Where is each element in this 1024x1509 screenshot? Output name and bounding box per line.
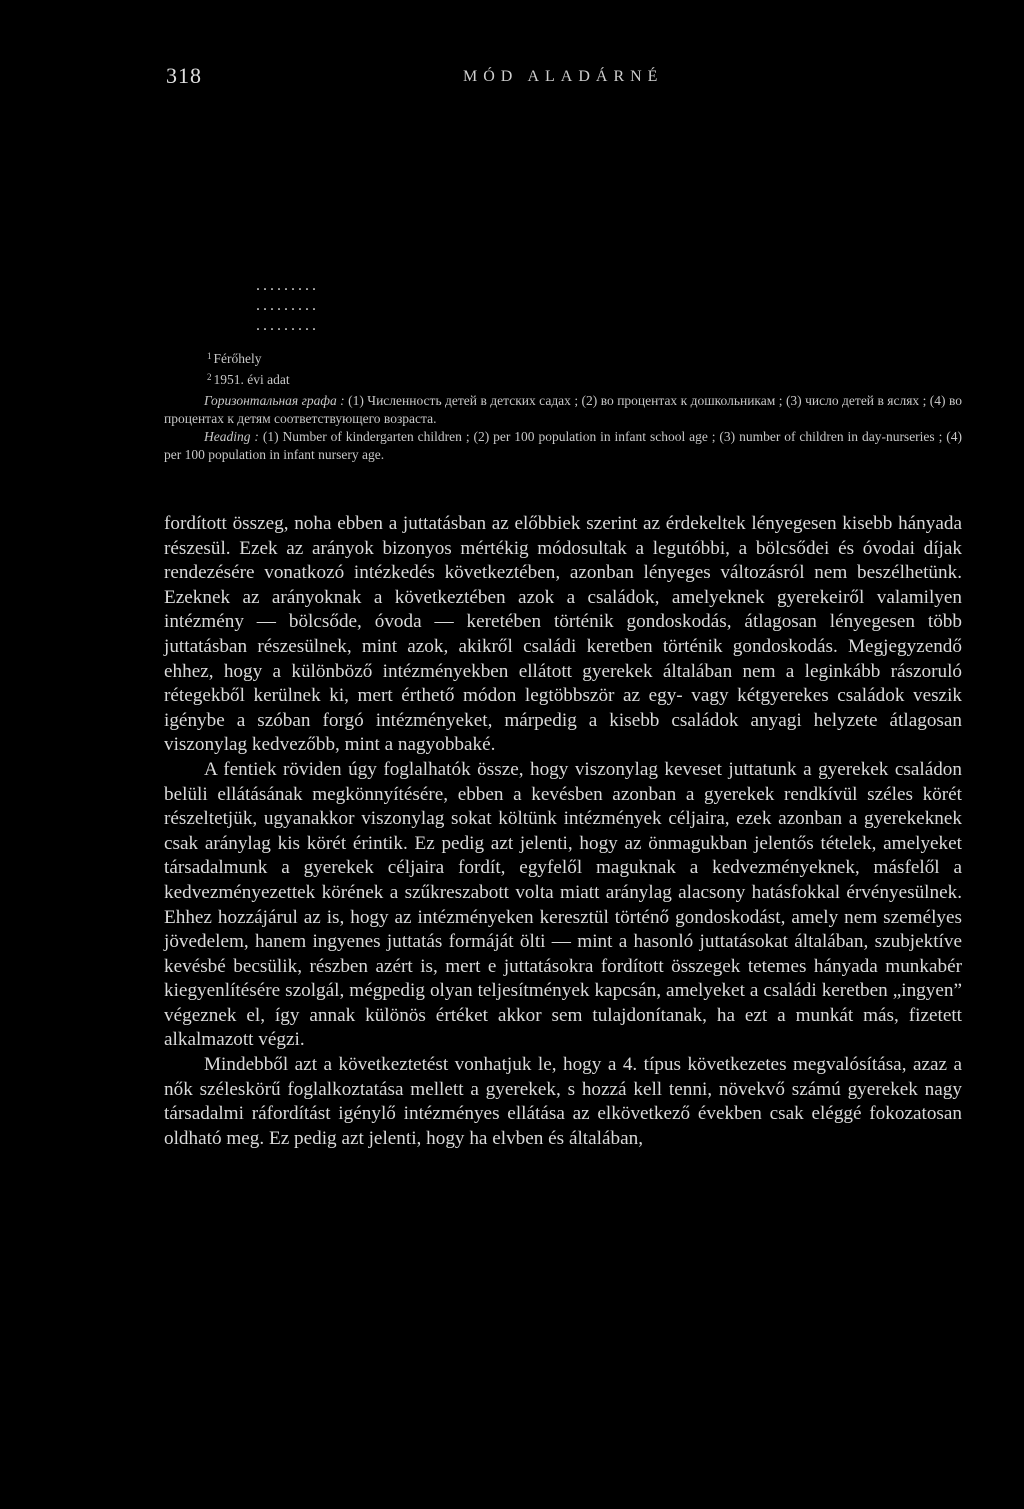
footnote — [164, 368, 962, 389]
caption-russian — [164, 392, 962, 428]
footnote-text: Férőhely — [213, 351, 262, 366]
page-number: 318 — [166, 63, 202, 88]
footnote-mark: 1 — [207, 351, 212, 361]
table-stub-row: ......... — [256, 317, 319, 334]
footnote — [164, 347, 962, 368]
paragraph: fordított összeg, noha ebben a juttatásban az előbbiek szerint az érdekeltek lényegesen kisebb hányada részesül. Ezek az arányok bizonyos mértékig módosultak a legutóbbi, a bölcsődei és óvodai díjak rendezésére vonatkozó intézkedés következtében, azonban lényeges változásról nem beszélhetünk. Ezeknek az arányoknak a következtében azok a családok, amelyeknek gyerekeiről valamilyen intézmény — bölcsőde, óvoda — keretében történik gondoskodás, átlagosan lényegesen több juttatásban részesülnek, mint azok, akikről családi keretben történik gondoskodás. Megjegyzendő ehhez, hogy a különböző intézményekben ellátott gyerekek általában nem a leginkább rászoruló rétegekből kerülnek ki, mert érthető módon legtöbbször az egy- vagy kétgyerekes családok veszik igénybe a szóban forgó intézményeket, márpedig a kisebb családok anyagi helyzete átlagosan viszonylag kedvezőbb, mint a nagyobbaké. — [164, 513, 962, 756]
table-stub-row: ......... — [256, 297, 319, 314]
table-stub — [256, 276, 319, 336]
running-head: MÓD ALADÁRNÉ — [463, 68, 664, 85]
caption-english-text: (1) Number of kindergarten children ; (2) per 100 population in infant school age ; (3) number of children in day-nurseries ; (4) per 100 population in infant nursery age. — [164, 429, 962, 462]
paragraph: A fentiek röviden úgy foglalhatók össze, hogy viszonylag keveset juttatunk a gyerekek családon belüli ellátásának megkönnyítésére, ebben a kevésben azonban a gyerekek rendkívül széles körét részeltetjük, ugyanakkor viszonylag sokat költünk intézmények céljaira, ezek azonban a gyerekeknek csak aránylag kis körét érintik. Ez pedig azt jelenti, hogy az önmagukban jelentős tételek, amelyeket társadalmunk a gyerekek céljaira fordít, egyfelől maguknak a kedvezményeknek, másfelől a kedvezményezettek körének a szűkreszabott volta miatt aránylag alacsony hatásfokkal érvényesülnek. Ehhez hozzájárul az is, hogy az intézményeken keresztül történő gondoskodást, amely nem személyes jövedelem, hanem ingyenes juttatás formáját ölti — mint a hasonló juttatásokat általában, szubjektíve kevésbé becsülik, részben azért is, mert e juttatásokra fordított összegek tetemes hányada munkabér kiegyenlítésére szolgál, mégpedig olyan teljesítmények kapcsán, amelyeket a családi keretben „ingyen” végeznek el, így annak különös értéket akkor sem tulajdonítanak, ha ezt a munkát más, fizetett alkalmazott végzi. — [164, 758, 962, 1051]
footnote-mark: 2 — [207, 372, 212, 382]
paragraph: Mindebből azt a következtetést vonhatjuk le, hogy a 4. típus következetes megvalósítása, azaz a nők széleskörű foglalkoztatása mellett a gyerekek, s hozzá kell tenni, növekvő számú gyerekek nagy társadalmi ráfordítást igénylő intézményes ellátása az elkövetkező években csak eléggé fokozatosan oldható meg. Ez pedig azt jelenti, hogy ha elvben és általában, — [164, 1054, 962, 1149]
table-stub-row: ......... — [256, 277, 319, 294]
caption-english — [164, 428, 962, 464]
caption-english-label: Heading : — [204, 429, 259, 444]
body-text — [164, 512, 962, 1151]
table-notes — [164, 347, 962, 464]
footnote-text: 1951. évi adat — [213, 372, 290, 387]
caption-russian-text: (1) Численность детей в детских садах ; (2) во процентах к дошкольникам ; (3) число детей в яслях ; (4) во процентах к детям соответствующего возраста. — [164, 393, 963, 426]
caption-russian-label: Горизонтальная графа : — [204, 393, 345, 408]
